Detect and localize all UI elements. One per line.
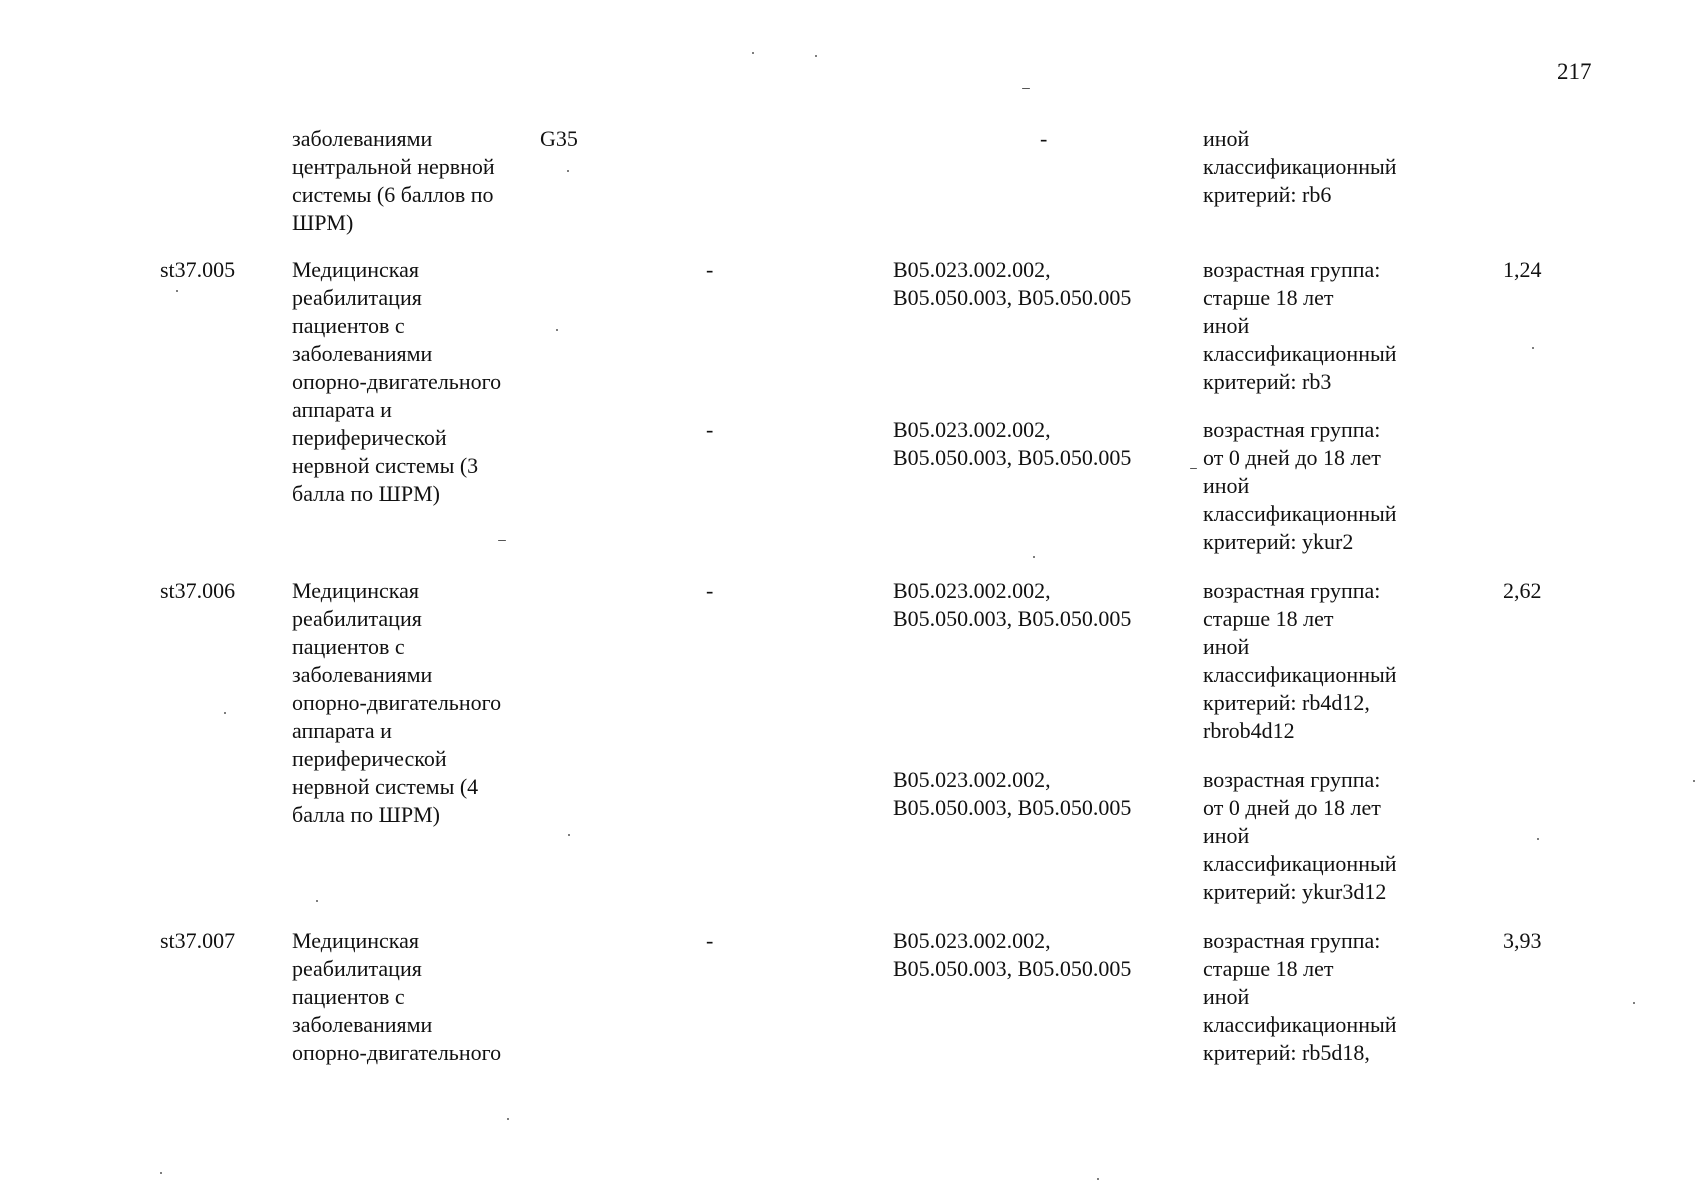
scan-speck bbox=[556, 329, 558, 331]
continuation-name: заболеваниями центральной нервной системы (6 баллов по ШРМ) bbox=[292, 126, 495, 235]
subrow-diagnosis: - bbox=[706, 257, 714, 282]
scan-speck bbox=[176, 290, 178, 292]
continuation-criteria: иной классификационный критерий: rb6 bbox=[1203, 126, 1397, 207]
continuation-service: - bbox=[1040, 126, 1048, 151]
row-code: st37.006 bbox=[160, 578, 236, 603]
scan-speck bbox=[160, 1172, 162, 1174]
subrow-services: B05.023.002.002, B05.050.003, B05.050.005 bbox=[893, 767, 1132, 820]
scan-speck bbox=[1693, 780, 1695, 782]
row-name: Медицинская реабилитация пациентов с заболеваниями опорно-двигательного аппарата и периферической нервной системы (3 балла по ШРМ) bbox=[292, 257, 502, 506]
subrow-criteria: возрастная группа: от 0 дней до 18 лет иной классификационный критерий: ykur3d12 bbox=[1203, 767, 1397, 904]
subrow-services: B05.023.002.002, B05.050.003, B05.050.005 bbox=[893, 578, 1132, 631]
row-name: Медицинская реабилитация пациентов с заболеваниями опорно-двигательного аппарата и периферической нервной системы (4 балла по ШРМ) bbox=[292, 578, 502, 827]
scan-speck bbox=[567, 170, 569, 172]
subrow-diagnosis: - bbox=[706, 578, 714, 603]
subrow-services: B05.023.002.002, B05.050.003, B05.050.005 bbox=[893, 928, 1132, 981]
row-code: st37.007 bbox=[160, 928, 236, 953]
scan-speck bbox=[752, 52, 754, 54]
scan-speck bbox=[1633, 1002, 1635, 1004]
scan-speck bbox=[1537, 838, 1539, 840]
subrow-criteria: возрастная группа: старше 18 лет иной классификационный критерий: rb5d18, bbox=[1203, 928, 1397, 1065]
row-name: Медицинская реабилитация пациентов с заболеваниями опорно-двигательного bbox=[292, 928, 502, 1065]
subrow-diagnosis: - bbox=[706, 417, 714, 442]
scan-speck bbox=[815, 55, 817, 57]
row-code: st37.005 bbox=[160, 257, 236, 282]
row-coefficient: 2,62 bbox=[1503, 578, 1542, 603]
scan-speck bbox=[498, 540, 506, 541]
subrow-criteria: возрастная группа: от 0 дней до 18 лет иной классификационный критерий: ykur2 bbox=[1203, 417, 1397, 554]
subrow-diagnosis: - bbox=[706, 928, 714, 953]
scan-speck bbox=[316, 900, 318, 902]
subrow-criteria: возрастная группа: старше 18 лет иной классификационный критерий: rb3 bbox=[1203, 257, 1397, 394]
scan-speck bbox=[224, 712, 226, 714]
scan-speck bbox=[568, 834, 570, 836]
row-coefficient: 1,24 bbox=[1503, 257, 1542, 282]
page-number: 217 bbox=[1557, 59, 1592, 84]
scan-speck bbox=[1190, 468, 1197, 469]
continuation-diagnosis: G35 bbox=[540, 126, 578, 151]
scan-speck bbox=[1022, 88, 1030, 89]
subrow-services: B05.023.002.002, B05.050.003, B05.050.005 bbox=[893, 417, 1132, 470]
subrow-services: B05.023.002.002, B05.050.003, B05.050.005 bbox=[893, 257, 1132, 310]
scan-speck bbox=[1033, 556, 1035, 558]
scan-speck bbox=[507, 1118, 509, 1120]
scan-speck bbox=[1097, 1178, 1099, 1180]
subrow-criteria: возрастная группа: старше 18 лет иной классификационный критерий: rb4d12, rbrob4d12 bbox=[1203, 578, 1397, 743]
scan-speck bbox=[1532, 347, 1534, 349]
row-coefficient: 3,93 bbox=[1503, 928, 1542, 953]
